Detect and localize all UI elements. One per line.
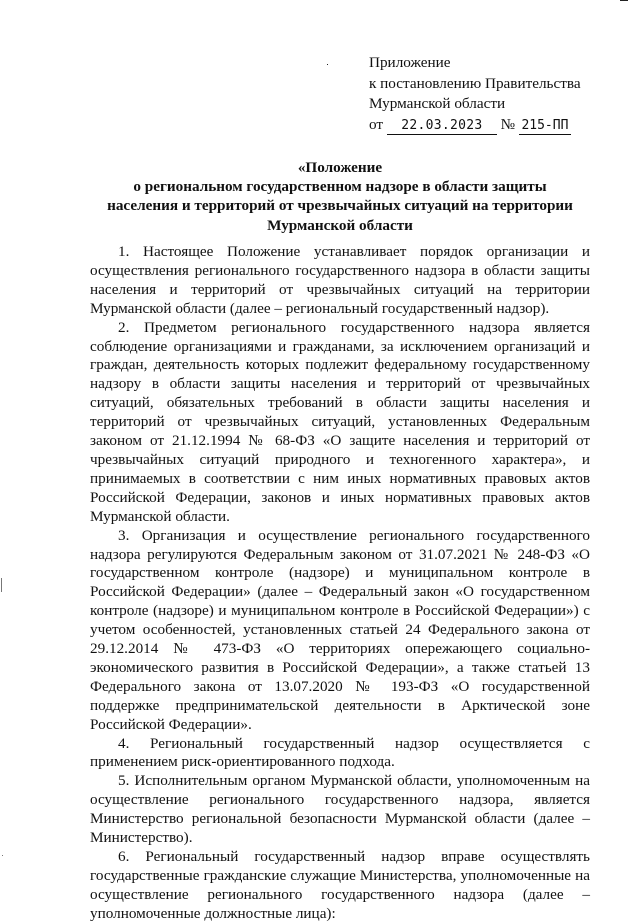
appendix-resolution-ref: к постановлению Правительства [369,74,581,92]
appendix-region: Мурманской области [369,95,506,112]
scan-dot [2,855,3,856]
appendix-label: Приложение [369,54,451,71]
scan-mark [620,0,628,1]
title-line: населения и территорий от чрезвычайных ситуаций на территории [107,197,573,215]
scan-mark [1,578,2,592]
number-sign: № [500,115,516,133]
paragraph-5: 5. Исполнительным органом Мурманской области, уполномоченным на осуществление регионального государственного надзора, является Министерство региональной безопасности Мурманской области (далее – Министерство). [90,772,590,847]
paragraph-4: 4. Региональный государственный надзор осуществляется с применением риск-ориентированного подхода. [90,734,590,771]
paragraph-2: 2. Предметом регионального государственного надзора является соблюдение организациями и гражданами, за исключением организаций и граждан, деятельность которых подлежит федеральному государственному надзору в области защиты населения и территорий от чрезвычайных ситуаций, обязательных требований в области защиты населения и территорий от чрезвычайных ситуаций, установленных Федеральным законом от 21.12.1994 № 68-ФЗ «О защите населения и территорий от чрезвычайных ситуаций природного и техногенного характера», и принимаемых в соответствии с ним иных нормативных правовых актов Российской Федерации, законов и иных нормативных правовых актов Мурманской области. [90,318,590,525]
title-line: Мурманской области [267,216,413,234]
date-prefix: от [369,115,384,133]
resolution-number: 215-ПП [519,118,571,135]
appendix-date-number [369,115,619,136]
resolution-date: 22.03.2023 [387,118,497,135]
document-title [90,158,590,235]
paragraph-6: 6. Региональный государственный надзор вправе осуществлять государственные гражданские служащие Министерства, уполномоченные на осуществление регионального государственного надзора (далее – уполномоченные должностные лица): [90,848,590,922]
title-line: «Положение [297,159,383,176]
scan-dot [327,64,328,65]
appendix-header [369,53,619,135]
document-body [90,243,590,924]
paragraph-3: 3. Организация и осуществление регионального государственного надзора регулируются Федеральным законом от 31.07.2021 № 248-ФЗ «О государственном контроле (надзоре) и муниципальном контроле в Российской Федерации» (далее – Федеральный закон «О государственном контроле (надзоре) и муниципальном контроле в Российской Федерации») с учетом особенностей, установленных статьей 24 Федерального закона от 29.12.2014 № 473-ФЗ «О территориях опережающего социально-экономического развития в Российской Федерации», а также статьей 13 Федерального закона от 13.07.2020 № 193-ФЗ «О государственной поддержке предпринимательской деятельности в Арктической зоне Российской Федерации». [90,526,590,733]
paragraph-1: 1. Настоящее Положение устанавливает порядок организации и осуществления регионального государственного надзора в области защиты населения и территорий от чрезвычайных ситуаций на территории Мурманской области (далее – региональный государственный надзор). [90,243,590,317]
title-line: о региональном государственном надзоре в области защиты [133,178,547,196]
